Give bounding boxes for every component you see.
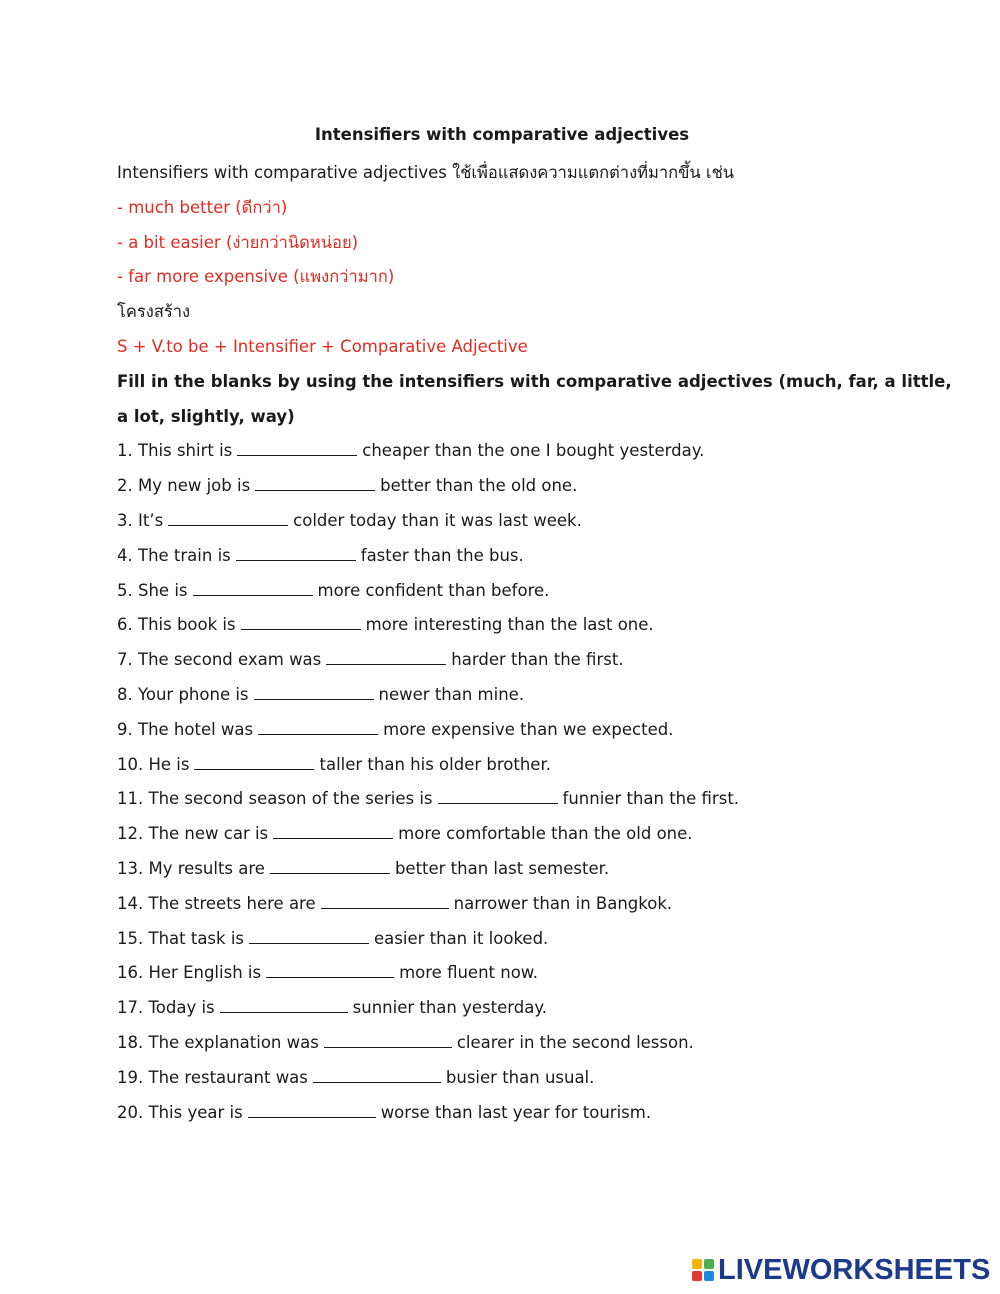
- answer-blank[interactable]: [326, 663, 446, 665]
- question-text-after: taller than his older brother.: [319, 754, 551, 774]
- question-text-after: easier than it looked.: [374, 928, 549, 948]
- question-text-after: colder today than it was last week.: [293, 510, 582, 530]
- worksheet: [117, 122, 952, 1130]
- question-text-after: funnier than the first.: [562, 789, 740, 809]
- answer-blank[interactable]: [241, 628, 361, 630]
- instructions-line-2: a lot, slightly, way): [117, 406, 295, 426]
- question-8: [117, 678, 887, 713]
- question-text-after: better than last semester.: [394, 858, 610, 878]
- question-14: [117, 887, 887, 922]
- answer-blank[interactable]: [237, 454, 357, 456]
- question-text-before: 12. The new car is: [117, 824, 269, 844]
- intro-text: Intensifiers with comparative adjectives ใช้เพื่อแสดงความแตกต่างที่มากขึ้น เช่น: [117, 163, 735, 182]
- question-13: [117, 852, 887, 887]
- question-10: [117, 748, 887, 783]
- example-3: - far more expensive (แพงกว่ามาก): [117, 267, 395, 287]
- answer-blank[interactable]: [258, 733, 378, 735]
- question-18: [117, 1026, 887, 1061]
- logo-mark-icon: [692, 1259, 714, 1281]
- answer-blank[interactable]: [220, 1011, 348, 1013]
- question-text-before: 5. She is: [117, 580, 188, 600]
- answer-blank[interactable]: [313, 1081, 441, 1083]
- question-text-after: sunnier than yesterday.: [352, 998, 547, 1018]
- structure-formula: S + V.to be + Intensifier + Comparative Adjective: [117, 336, 528, 356]
- question-4: [117, 539, 887, 574]
- answer-blank[interactable]: [438, 802, 558, 804]
- question-text-before: 18. The explanation was: [117, 1032, 319, 1052]
- question-text-before: 9. The hotel was: [117, 719, 254, 739]
- question-text-after: cheaper than the one I bought yesterday.: [362, 441, 705, 461]
- liveworksheets-logo: [692, 1255, 990, 1285]
- question-text-before: 19. The restaurant was: [117, 1067, 308, 1087]
- question-text-before: 6. This book is: [117, 615, 236, 635]
- structure-label: โครงสร้าง: [117, 302, 191, 322]
- example-1: - much better (ดีกว่า): [117, 197, 288, 217]
- question-text-after: faster than the bus.: [360, 545, 524, 565]
- answer-blank[interactable]: [324, 1046, 452, 1048]
- question-12: [117, 817, 887, 852]
- question-text-before: 13. My results are: [117, 858, 265, 878]
- question-text-before: 20. This year is: [117, 1102, 243, 1122]
- question-text-before: 16. Her English is: [117, 963, 262, 983]
- question-15: [117, 922, 887, 957]
- question-11: [117, 782, 887, 817]
- page-title: Intensifiers with comparative adjectives: [314, 125, 690, 144]
- question-text-before: 2. My new job is: [117, 476, 251, 496]
- question-text-before: 15. That task is: [117, 928, 245, 948]
- question-text-after: newer than mine.: [378, 684, 525, 704]
- question-text-before: 11. The second season of the series is: [117, 789, 433, 809]
- answer-blank[interactable]: [168, 524, 288, 526]
- question-text-after: more fluent now.: [399, 963, 539, 983]
- question-text-after: more interesting than the last one.: [365, 615, 654, 635]
- logo-text: LIVEWORKSHEETS: [718, 1253, 991, 1286]
- question-text-after: harder than the first.: [451, 650, 624, 670]
- question-text-before: 7. The second exam was: [117, 650, 322, 670]
- answer-blank[interactable]: [248, 1116, 376, 1118]
- question-text-before: 14. The streets here are: [117, 893, 316, 913]
- question-text-before: 17. Today is: [117, 998, 215, 1018]
- question-text-before: 1. This shirt is: [117, 441, 233, 461]
- question-text-after: busier than usual.: [445, 1067, 595, 1087]
- answer-blank[interactable]: [249, 942, 369, 944]
- question-text-after: better than the old one.: [380, 476, 578, 496]
- answer-blank[interactable]: [194, 768, 314, 770]
- question-17: [117, 991, 887, 1026]
- question-20: [117, 1096, 887, 1131]
- answer-blank[interactable]: [321, 907, 449, 909]
- question-text-after: more comfortable than the old one.: [398, 824, 693, 844]
- question-1: [117, 434, 887, 469]
- question-text-after: more confident than before.: [317, 580, 550, 600]
- answer-blank[interactable]: [255, 489, 375, 491]
- question-list: [117, 434, 887, 1130]
- answer-blank[interactable]: [270, 872, 390, 874]
- question-19: [117, 1061, 887, 1096]
- question-text-after: more expensive than we expected.: [383, 719, 674, 739]
- question-9: [117, 713, 887, 748]
- question-text-after: narrower than in Bangkok.: [453, 893, 673, 913]
- instructions-line-1: Fill in the blanks by using the intensifiers with comparative adjectives (much, far, a little,: [117, 371, 952, 391]
- question-2: [117, 469, 887, 504]
- question-text-before: 3. It’s: [117, 510, 164, 530]
- question-text-before: 8. Your phone is: [117, 684, 249, 704]
- answer-blank[interactable]: [193, 594, 313, 596]
- example-2: - a bit easier (ง่ายกว่านิดหน่อย): [117, 232, 359, 252]
- question-5: [117, 574, 887, 609]
- question-text-after: clearer in the second lesson.: [456, 1032, 694, 1052]
- question-7: [117, 643, 887, 678]
- question-text-after: worse than last year for tourism.: [380, 1102, 652, 1122]
- question-text-before: 10. He is: [117, 754, 190, 774]
- answer-blank[interactable]: [254, 698, 374, 700]
- question-6: [117, 608, 887, 643]
- answer-blank[interactable]: [273, 837, 393, 839]
- answer-blank[interactable]: [236, 559, 356, 561]
- answer-blank[interactable]: [266, 976, 394, 978]
- question-3: [117, 504, 887, 539]
- question-16: [117, 956, 887, 991]
- question-text-before: 4. The train is: [117, 545, 231, 565]
